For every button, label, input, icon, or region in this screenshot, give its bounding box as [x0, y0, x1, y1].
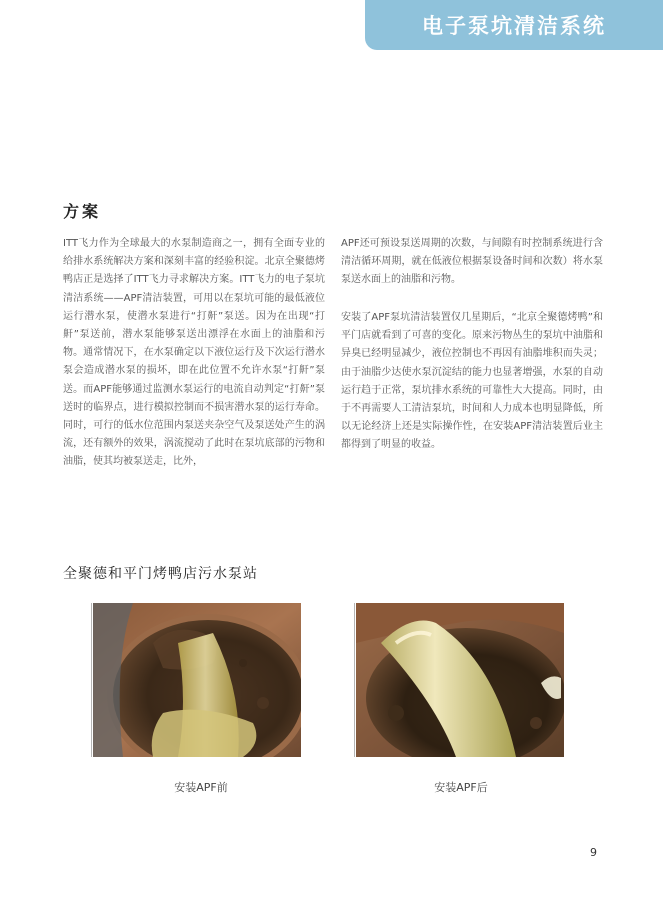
page-header-title: 电子泵坑清洁系统: [422, 14, 606, 38]
after-photo: [356, 603, 564, 757]
photo-section-title: 全聚德和平门烤鸭店污水泵站: [63, 566, 258, 582]
before-photo-image: [93, 603, 301, 757]
header-banner: [365, 0, 663, 50]
after-photo-frame: [354, 603, 355, 757]
right-paragraph-1: APF还可预设泵送周期的次数，与间隙有时控制系统进行含清洁循环周期，就在低液位根据泵设备时间和次数）将水泵泵送水面上的油脂和污物。: [341, 238, 603, 286]
left-paragraph: ITT飞力作为全球最大的水泵制造商之一，拥有全面专业的给排水系统解决方案和深刻丰富的经验积淀。北京全聚德烤鸭店正是选择了ITT飞力寻求解决方案。ITT飞力的电子泵坑清洁系统——APF清洁装置，可用以在泵坑可能的最低液位运行潜水泵，使潜水泵进行“打鼾”泵送。因为在出现“打鼾”泵送前，潜水泵能够泵送出漂浮在水面上的油脂和污物。通常情况下，在水泵确定以下液位运行及下次运行潜水泵会造成潜水泵的损坏，即在此位置不允许水泵“打鼾”泵送。而APF能够通过监测水泵运行的电流自动判定“打鼾”泵送时的临界点，进行模拟控制而不损害潜水泵的运行寿命。同时，可行的低水位范围内泵送夹杂空气及泵送处产生的涡流，还有额外的效果，涡流搅动了此时在泵坑底部的污物和油脂，使其均被泵送走，比外，: [63, 238, 325, 468]
right-paragraph-2: 安装了APF泵坑清洁装置仅几星期后，“北京全聚德烤鸭”和平门店就看到了可喜的变化。原来污物丛生的泵坑中油脂和异臭已经明显减少，液位控制也不再因有油脂堆积而失灵；由于油脂少达使水泵沉淀结的能力也显著增强，水泵的自动运行趋于正常，泵坑排水系统的可靠性大大提高。同时，由于不再需要人工清洁泵坑，时间和人力成本也明显降低，所以无论经济上还是实际操作性，在安装APF清洁装置后业主都得到了明显的收益。: [341, 312, 603, 451]
before-photo-frame: [91, 603, 92, 757]
section-title: 方案: [63, 202, 102, 221]
page-number: 9: [590, 846, 597, 859]
before-photo: [93, 603, 301, 757]
after-caption: 安装APF后: [434, 781, 488, 794]
after-photo-image: [356, 603, 564, 757]
before-caption: 安装APF前: [174, 781, 228, 794]
